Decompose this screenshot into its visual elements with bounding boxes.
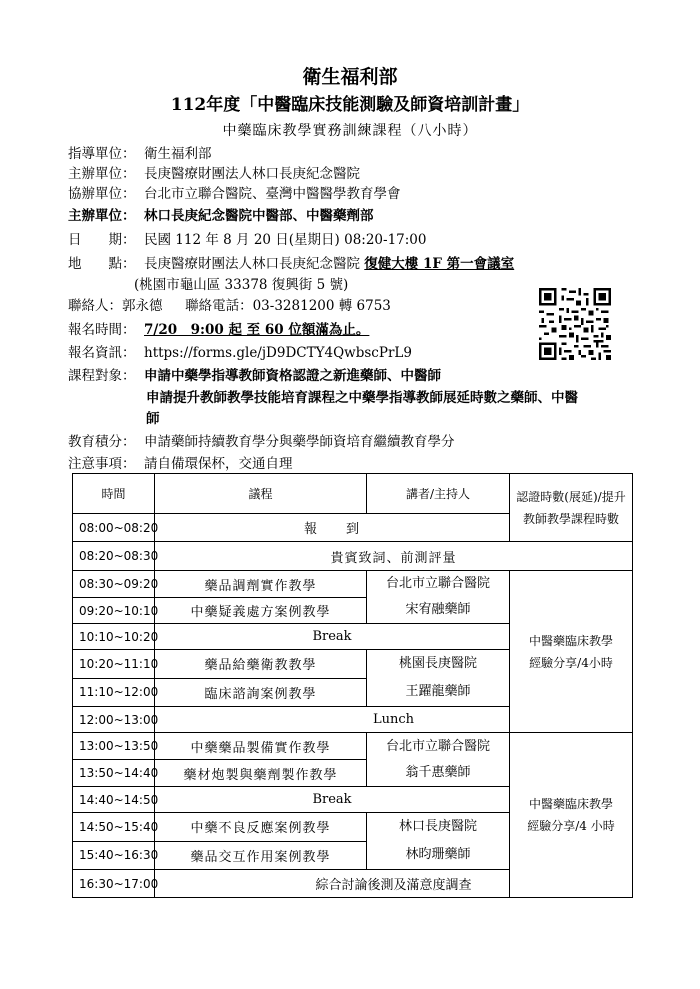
reg-time-line (68, 320, 369, 340)
speaker-4-name: 林昀珊藥師 (405, 847, 471, 862)
host-unit-label: 主辦單位： (68, 166, 136, 182)
credit-info-label: 教育積分： (68, 434, 136, 450)
agenda-session-8: 藥品交互作用案例教學 (155, 841, 367, 870)
target-label: 課程對象： (68, 368, 136, 384)
credit-info-value: 申請藥師持續教育學分與藥學師資培育繼續教育學分 (144, 434, 455, 450)
place-line (68, 254, 514, 274)
place-room: 復健大樓 1F 第一會議室 (364, 256, 515, 272)
agenda-session-6: 藥材炮製與藥劑製作教學 (155, 760, 367, 787)
target-line-1: 申請中藥學指導教師資格認證之新進藥師、中醫師 (144, 368, 441, 384)
organizer-line (68, 206, 374, 226)
speaker-3-name: 翁千惠藥師 (405, 764, 471, 780)
host-unit-value: 長庚醫療財團法人林口長庚紀念醫院 (144, 166, 360, 182)
agenda-break-1: Break (155, 624, 510, 650)
time-1020: 10:20~11:10 (73, 650, 155, 679)
agenda-session-3: 藥品給藥衛教教學 (155, 650, 367, 679)
time-0920: 09:20~10:10 (73, 598, 155, 624)
reg-info-label: 報名資訊： (68, 345, 136, 361)
contact-label: 聯絡人： (68, 298, 122, 314)
time-0830: 08:30~09:20 (73, 571, 155, 598)
organizer-value: 林口長庚紀念醫院中醫部、中醫藥劑部 (144, 208, 374, 224)
agenda-registration: 報 到 (155, 514, 510, 542)
host-unit-line (68, 164, 360, 184)
org-title: 衛生福利部 (302, 66, 398, 88)
speaker-2 (367, 650, 510, 707)
co-unit-label: 協辦單位： (68, 186, 136, 202)
contact-line (68, 296, 391, 316)
guide-unit-line (68, 144, 212, 164)
credit-afternoon-line2: 經驗分享/4 小時 (527, 819, 615, 833)
date-value: 民國 112 年 8 月 20 日(星期日) 08:20-17:00 (144, 232, 427, 248)
credit-afternoon-line1: 中醫藥臨床教學 (528, 797, 613, 811)
speaker-2-name: 王躍龍藥師 (405, 684, 471, 699)
speaker-4-org: 林口長庚醫院 (398, 819, 477, 834)
program-title: 112年度「中醫臨床技能測驗及師資培訓計畫」 (170, 95, 530, 115)
address-line: (桃園市龜山區 33378 復興街 5 號) (134, 277, 349, 293)
organizer-label: 主辦單位： (68, 208, 136, 224)
time-1350: 13:50~14:40 (73, 760, 155, 787)
agenda-session-5: 中藥藥品製備實作教學 (155, 733, 367, 760)
agenda-session-7: 中藥不良反應案例教學 (155, 813, 367, 842)
agenda-closing: 綜合討論後測及滿意度調查 (155, 870, 633, 898)
time-1440: 14:40~14:50 (73, 787, 155, 813)
place-value: 長庚醫療財團法人林口長庚紀念醫院 (144, 256, 365, 272)
agenda-session-4: 臨床諮詢案例教學 (155, 678, 367, 707)
agenda-break-2: Break (155, 787, 510, 813)
speaker-2-org: 桃園長庚醫院 (398, 656, 477, 671)
course-title: 中藥臨床教學實務訓練課程（八小時） (222, 123, 478, 139)
target-line-2: 申請提升教師教學技能培育課程之中藥學指導教師展延時數之藥師、中醫 (146, 390, 578, 406)
agenda-lunch: Lunch (155, 707, 633, 733)
time-1450: 14:50~15:40 (73, 813, 155, 842)
co-unit-value: 台北市立聯合醫院、臺灣中醫醫學教育學會 (144, 186, 401, 202)
speaker-1 (367, 571, 510, 624)
place-label: 地 點： (68, 256, 136, 272)
speaker-4 (367, 813, 510, 870)
date-line (68, 230, 426, 250)
agenda-opening: 貴賓致詞、前測評量 (155, 542, 633, 571)
time-1010: 10:10~10:20 (73, 624, 155, 650)
time-1630: 16:30~17:00 (73, 870, 155, 898)
target-line-3: 師 (146, 411, 160, 427)
notice-label: 注意事項： (68, 456, 136, 472)
reg-time-label: 報名時間： (68, 322, 136, 338)
header-credit: 認證時數(展延)/提升教師教學課程時數 (510, 474, 633, 542)
agenda-session-1: 藥品調劑實作教學 (155, 571, 367, 598)
speaker-1-org: 台北市立聯合醫院 (385, 576, 490, 591)
speaker-3-org: 台北市立聯合醫院 (385, 738, 490, 754)
header-speaker: 講者/主持人 (367, 474, 510, 514)
phone-label: 聯絡電話： (185, 298, 253, 314)
notice-line (68, 454, 293, 474)
time-1110: 11:10~12:00 (73, 678, 155, 707)
notice-value: 請自備環保杯，交通自理 (144, 456, 293, 472)
agenda-session-2: 中藥疑義處方案例教學 (155, 598, 367, 624)
reg-info-line (68, 343, 412, 363)
time-1540: 15:40~16:30 (73, 841, 155, 870)
time-0800: 08:00~08:20 (73, 514, 155, 542)
guide-unit-value: 衛生福利部 (144, 146, 212, 162)
target-line (68, 366, 441, 386)
speaker-1-name: 宋宥融藥師 (405, 602, 471, 617)
co-unit-line (68, 184, 401, 204)
registration-qr-code[interactable] (539, 288, 611, 360)
contact-name: 郭永德 (122, 298, 163, 314)
guide-unit-label: 指導單位： (68, 146, 136, 162)
credit-morning-line1: 中醫藥臨床教學 (528, 633, 613, 648)
date-label: 日 期： (68, 232, 136, 248)
schedule-table (72, 473, 633, 898)
speaker-3 (367, 733, 510, 787)
time-1200: 12:00~13:00 (73, 707, 155, 733)
credit-info-line (68, 432, 455, 452)
credit-morning-line2: 經驗分享/4小時 (529, 655, 613, 670)
header-agenda: 議程 (155, 474, 367, 514)
reg-time-value: 7/20 9:00 起 至 60 位額滿為止。 (144, 322, 370, 338)
phone-value: 03-3281200 轉 6753 (252, 298, 391, 314)
time-1300: 13:00~13:50 (73, 733, 155, 760)
time-0820: 08:20~08:30 (73, 542, 155, 571)
header-time: 時間 (73, 474, 155, 514)
reg-info-link[interactable]: https://forms.gle/jD9DCTY4QwbscPrL9 (144, 345, 412, 361)
